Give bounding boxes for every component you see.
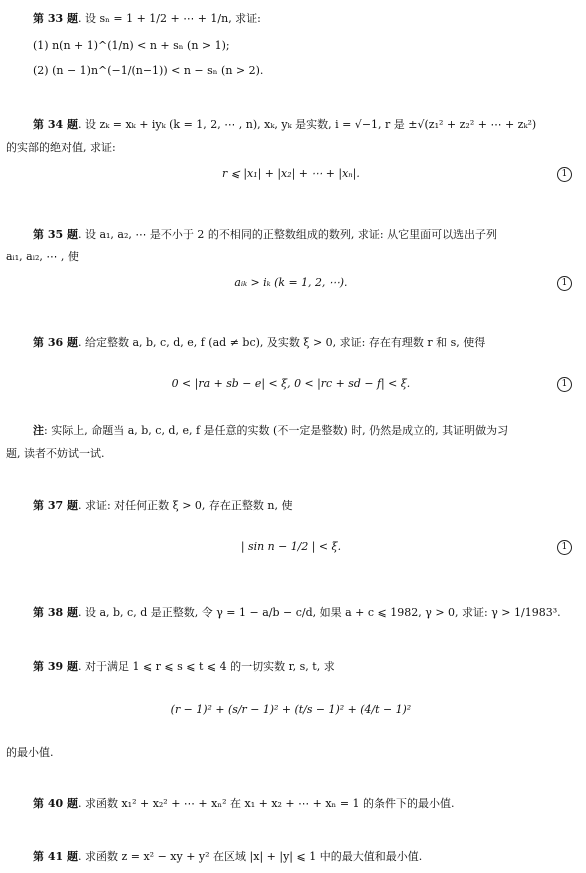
problem-34-equation: r ⩽ |x₁| + |x₂| + ⋯ + |xₙ|. <box>222 167 360 180</box>
problem-33-part1: (1) n(n + 1)^(1/n) < n + sₙ (n > 1); <box>33 39 230 52</box>
problem-35-eqnum: 1 <box>557 276 572 291</box>
problem-35-label: 第 35 题 <box>33 228 78 241</box>
problem-35-text: . 设 a₁, a₂, ⋯ 是不小于 2 的不相同的正整数组成的数列, 求证: 从它里面可以选出子列 <box>77 228 498 241</box>
problem-34-statement <box>33 118 536 132</box>
problem-38-statement <box>33 606 561 620</box>
problem-39-statement <box>33 660 335 674</box>
problem-36-note <box>33 424 508 438</box>
problem-34-text-cont: 的实部的绝对值, 求证: <box>6 141 116 154</box>
problem-39-text-cont: 的最小值. <box>6 746 54 759</box>
problem-34-label: 第 34 题 <box>33 118 78 131</box>
problem-39-text: . 对于满足 1 ⩽ r ⩽ s ⩽ t ⩽ 4 的一切实数 r, s, t, 求 <box>77 660 335 673</box>
problem-36-equation: 0 < |ra + sb − e| < ξ, 0 < |rc + sd − f| < ξ. <box>171 377 411 390</box>
problem-41-label: 第 41 题 <box>33 850 78 863</box>
problem-38-text: . 设 a, b, c, d 是正整数, 令 γ = 1 − a/b − c/d, 如果 a + c ⩽ 1982, γ > 0, 求证: γ > 1/1983³. <box>77 606 561 619</box>
problem-34-text: . 设 zₖ = xₖ + iyₖ (k = 1, 2, ⋯ , n), xₖ, yₖ 是实数, i = √−1, r 是 ±√(z₁² + z₂² + ⋯ + zₖ²) <box>77 118 537 131</box>
problem-36-statement <box>33 336 485 350</box>
problem-40-text: . 求函数 x₁² + x₂² + ⋯ + xₙ² 在 x₁ + x₂ + ⋯ + xₙ = 1 的条件下的最小值. <box>77 797 455 810</box>
problem-36-note-cont: 题, 读者不妨试一试. <box>6 447 105 460</box>
problem-37-text: . 求证: 对任何正数 ξ > 0, 存在正整数 n, 使 <box>77 499 293 512</box>
problem-36-label: 第 36 题 <box>33 336 78 349</box>
problem-36-text: . 给定整数 a, b, c, d, e, f (ad ≠ bc), 及实数 ξ > 0, 求证: 存在有理数 r 和 s, 使得 <box>77 336 486 349</box>
problem-33-part2: (2) (n − 1)n^(−1/(n−1)) < n − sₙ (n > 2). <box>33 64 264 77</box>
problem-36-eqnum: 1 <box>557 377 572 392</box>
problem-40-label: 第 40 题 <box>33 797 78 810</box>
problem-39-equation: (r − 1)² + (s/r − 1)² + (t/s − 1)² + (4/t − 1)² <box>170 703 412 716</box>
problem-33-statement <box>33 12 261 26</box>
problem-37-equation: | sin n − 1/2 | < ξ. <box>240 540 342 553</box>
problem-39-label: 第 39 题 <box>33 660 78 673</box>
problem-33-text: . 设 sₙ = 1 + 1/2 + ⋯ + 1/n, 求证: <box>77 12 261 25</box>
problem-41-statement <box>33 850 422 864</box>
problem-37-statement <box>33 499 293 513</box>
problem-35-text-cont: aᵢ₁, aᵢ₂, ⋯ , 使 <box>6 250 79 263</box>
problem-35-statement <box>33 228 497 242</box>
problem-35-equation: aᵢₖ > iₖ (k = 1, 2, ⋯). <box>234 276 348 289</box>
problem-37-label: 第 37 题 <box>33 499 78 512</box>
problem-33-label: 第 33 题 <box>33 12 78 25</box>
problem-40-statement <box>33 797 455 811</box>
problem-38-label: 第 38 题 <box>33 606 78 619</box>
problem-36-note-label: 注 <box>33 424 44 437</box>
problem-37-eqnum: 1 <box>557 540 572 555</box>
problem-41-text: . 求函数 z = x² − xy + y² 在区域 |x| + |y| ⩽ 1 中的最大值和最小值. <box>77 850 423 863</box>
problem-34-eqnum: 1 <box>557 167 572 182</box>
problem-36-note-text: : 实际上, 命题当 a, b, c, d, e, f 是任意的实数 (不一定是整数) 时, 仍然是成立的, 其证明做为习 <box>44 424 509 437</box>
